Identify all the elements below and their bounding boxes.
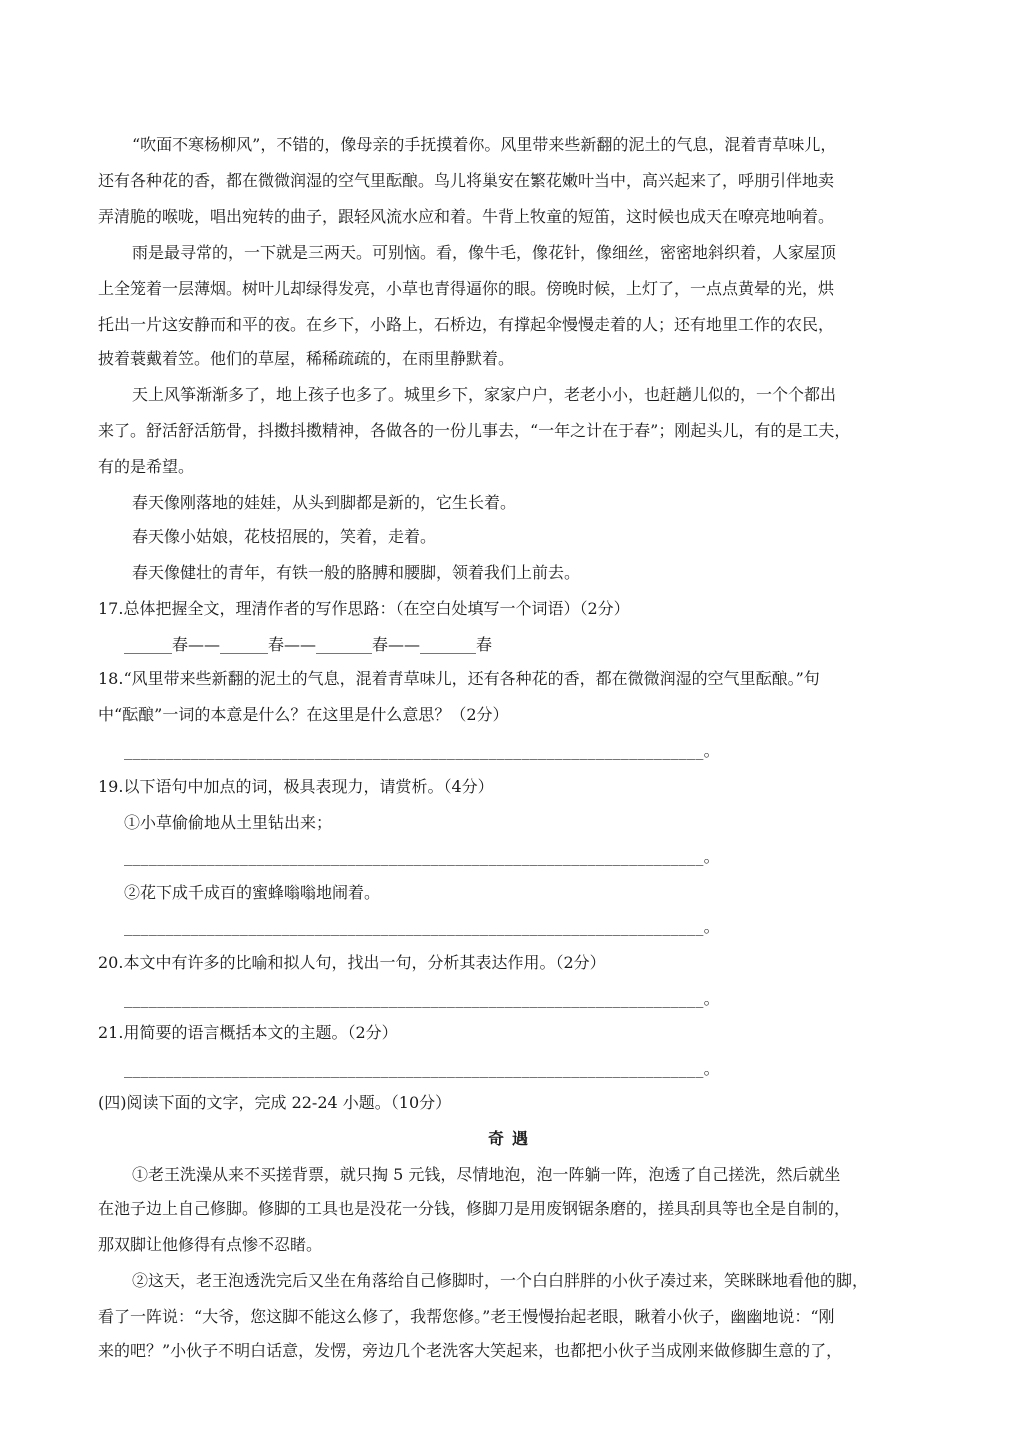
passage-line: 春天像刚落地的娃娃，从头到脚都是新的，它生长着。 (132, 493, 517, 512)
passage-line: 春天像健壮的青年，有铁一般的胳膊和腰脚，领着我们上前去。 (132, 563, 581, 582)
section-heading: (四)阅读下面的文字，完成 22-24 小题。（10分） (98, 1093, 452, 1112)
passage-line: 托出一片这安静而和平的夜。在乡下，小路上，石桥边，有撑起伞慢慢走着的人；还有地里工作的农民， (98, 315, 835, 334)
passage-line: 披着蓑戴着笠。他们的草屋，稀稀疏疏的，在雨里静默着。 (98, 349, 515, 368)
answer-line[interactable]: ______________________________________________________________________。 (124, 1059, 720, 1078)
answer-line[interactable]: ______________________________________________________________________。 (124, 741, 720, 760)
question-21: 21.用简要的语言概括本文的主题。（2分） (98, 1023, 398, 1042)
question-19: 19.以下语句中加点的词，极具表现力，请赏析。（4分） (98, 777, 494, 796)
passage-line: 有的是希望。 (98, 457, 195, 476)
question-18: 中“酝酿”一词的本意是什么？在这里是什么意思？（2分） (98, 705, 509, 724)
question-17-blanks[interactable]: ______春——______春——_______春——_______春 (124, 635, 493, 654)
passage-line: 春天像小姑娘，花枝招展的，笑着，走着。 (132, 527, 437, 546)
passage-line: 天上风筝渐渐多了，地上孩子也多了。城里乡下，家家户户，老老小小，也赶趟儿似的，一个个都出 (132, 385, 837, 404)
passage-line: 那双脚让他修得有点惨不忍睹。 (98, 1235, 323, 1254)
passage-line: 在池子边上自己修脚。修脚的工具也是没花一分钱，修脚刀是用废钢锯条磨的，搓具刮具等也全是自制的， (98, 1199, 851, 1218)
passage-line: 上全笼着一层薄烟。树叶儿却绿得发亮，小草也青得逼你的眼。傍晚时候，上灯了，一点点黄晕的光，烘 (98, 279, 835, 298)
passage-line: ②这天，老王泡透洗完后又坐在角落给自己修脚时，一个白白胖胖的小伙子凑过来，笑眯眯地看他的脚， (132, 1271, 869, 1290)
passage-line: “吹面不寒杨柳风”，不错的，像母亲的手抚摸着你。风里带来些新翻的泥土的气息，混着青草味儿， (132, 135, 837, 154)
question-17: 17.总体把握全文，理清作者的写作思路：（在空白处填写一个词语）（2分） (98, 599, 630, 618)
question-18: 18.“风里带来些新翻的泥土的气息，混着青草味儿，还有各种花的香，都在微微润湿的空气里酝酿。”句 (98, 669, 820, 688)
passage-line: 还有各种花的香，都在微微润湿的空气里酝酿。鸟儿将巢安在繁花嫩叶当中，高兴起来了，呼朋引伴地卖 (98, 171, 835, 190)
answer-line[interactable]: ______________________________________________________________________。 (124, 989, 720, 1008)
question-19-item-a: ①小草偷偷地从土里钻出来； (124, 813, 333, 832)
passage-line: 看了一阵说：“大爷，您这脚不能这么修了，我帮您修。”老王慢慢抬起老眼，瞅着小伙子，幽幽地说：“刚 (98, 1307, 835, 1326)
passage-line: 弄清脆的喉咙，唱出宛转的曲子，跟轻风流水应和着。牛背上牧童的短笛，这时候也成天在嘹亮地响着。 (98, 207, 835, 226)
answer-line[interactable]: ______________________________________________________________________。 (124, 847, 720, 866)
passage-line: ①老王洗澡从来不买搓背票，就只掏 5 元钱，尽情地泡，泡一阵躺一阵，泡透了自己搓洗，然后就坐 (132, 1165, 841, 1184)
passage-line: 雨是最寻常的，一下就是三两天。可别恼。看，像牛毛，像花针，像细丝，密密地斜织着，人家屋顶 (132, 243, 837, 262)
passage-line: 来了。舒活舒活筋骨，抖擞抖擞精神，各做各的一份儿事去，“一年之计在于春”；刚起头儿，有的是工夫， (98, 421, 851, 440)
passage-line: 来的吧？”小伙子不明白话意，发愣，旁边几个老洗客大笑起来，也都把小伙子当成刚来做修脚生意的了， (98, 1341, 843, 1360)
answer-line[interactable]: ______________________________________________________________________。 (124, 917, 720, 936)
question-19-item-b: ②花下成千成百的蜜蜂嗡嗡地闹着。 (124, 883, 381, 902)
question-20: 20.本文中有许多的比喻和拟人句，找出一句，分析其表达作用。（2分） (98, 953, 606, 972)
passage-title: 奇遇 (487, 1129, 536, 1148)
